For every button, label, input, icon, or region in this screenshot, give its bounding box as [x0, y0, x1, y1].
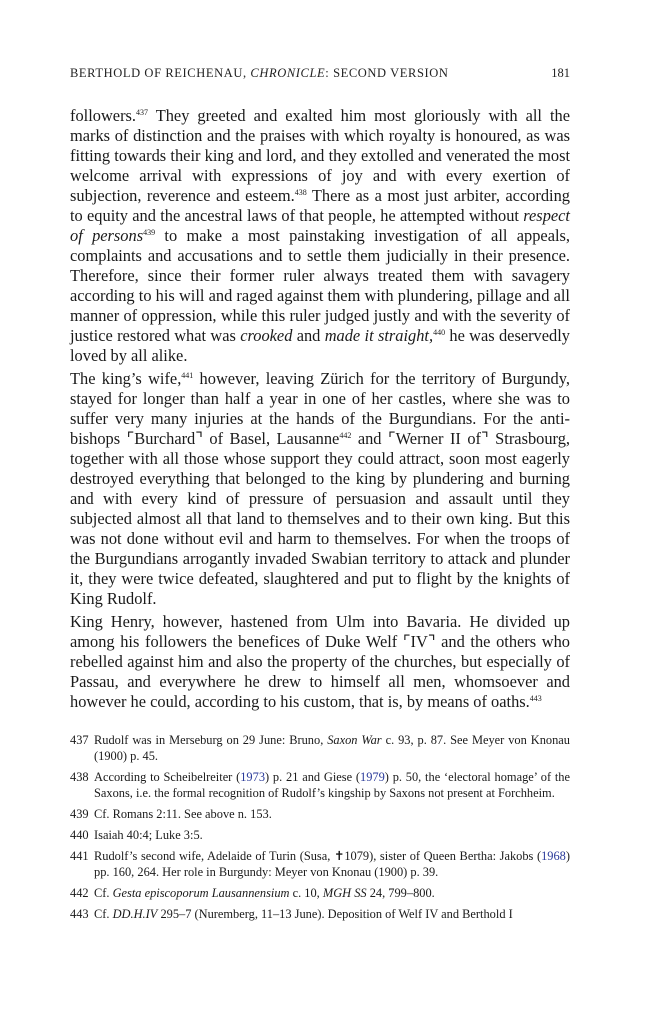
footnote-number: 442 — [70, 886, 89, 900]
footnote-number: 440 — [70, 828, 89, 842]
text-run: c. 93, p. 87. See Meyer von Knonau (1900) p. 45. — [94, 733, 570, 763]
text-run: ) pp. 160, 264. Her role in Burgundy: Meyer von Knonau (1900) p. 39. — [94, 849, 570, 879]
text-run: c. 10, — [289, 886, 323, 900]
footnote — [70, 906, 570, 922]
body-paragraph — [70, 369, 570, 609]
italic-text: crooked — [240, 326, 293, 345]
text-run: and ⌜Werner II of⌝ Strasbourg, together with all those whose support they could attract, soon most eagerly destroyed everything that belonged to the king by plundering and burning and with every kind of pressure of persuasion and assault until they subjected almost all that land to themselves and to their own king. But this was not done without evil and harm to themselves. For when the troops of the Burgundians arrogantly invaded Swabian territory to attack and plunder it, they were twice defeated, slaughtered and put to flight by the knights of King Rudolf. — [70, 429, 570, 608]
footnote-marker: 439 — [143, 228, 156, 237]
italic-text: made it straight, — [324, 326, 434, 345]
text-run: Rudolf was in Merseburg on 29 June: Bruno, — [94, 733, 328, 747]
italic-text: DD.H.IV — [112, 907, 158, 921]
footnote-marker: 440 — [433, 328, 446, 337]
text-run: he was deservedly loved by all alike. — [70, 326, 570, 365]
footnotes — [70, 732, 570, 927]
footnote-number: 437 — [70, 733, 89, 747]
text-run: 24, 799–800. — [366, 886, 435, 900]
text-run: 295–7 (Nuremberg, 11–13 June). Deposition of Welf IV and Berthold I — [157, 907, 513, 921]
footnote-marker: 441 — [181, 371, 194, 380]
text-run: and — [292, 326, 325, 345]
footnote-number: 438 — [70, 770, 89, 784]
text-run: however, leaving Zürich for the territory of Burgundy, stayed for longer than half a year in one of her castles, where she was to suffer very many injuries at the hands of the Burgundians. For the anti-bishops ⌜Burchard⌝ of Basel, Lausanne — [70, 369, 570, 448]
italic-text: MGH SS — [322, 886, 367, 900]
text-run: Cf. — [94, 907, 113, 921]
body-paragraph — [70, 612, 570, 712]
text-run: Cf. Romans 2:11. See above n. 153. — [94, 807, 272, 821]
text-run: According to Scheibelreiter ( — [94, 770, 241, 784]
footnote — [70, 732, 570, 764]
text-run: Rudolf’s second wife, Adelaide of Turin (Susa, ✝1079), sister of Queen Bertha: Jakobs ( — [94, 849, 542, 863]
footnote-marker: 443 — [529, 694, 542, 703]
text-run: There as a most just arbiter, according to equity and the ancestral laws of that people, he attempted without — [70, 186, 571, 225]
footnote-number: 439 — [70, 807, 89, 821]
footnote — [70, 827, 570, 843]
italic-text: Saxon War — [327, 733, 382, 747]
body-paragraph — [70, 106, 570, 366]
italic-text: respect of persons — [70, 206, 570, 245]
text-run: ) p. 50, the ‘electoral homage’ of the Saxons, i.e. the formal recognition of Rudolf’s kingship by Saxons not present at Forchheim. — [94, 770, 571, 800]
citation-link[interactable]: 1973 — [240, 770, 266, 784]
text-run: King Henry, however, hastened from Ulm into Bavaria. He divided up among his followers the benefices of Duke Welf ⌜IV⌝ and the others who rebelled against him and also the property of the churches, but especially of Passau, and everywhere he drew to himself all men, whomsoever and however he could, according to his custom, that is, by means of oaths. — [70, 612, 570, 711]
text-run: The king’s wife, — [70, 369, 182, 388]
citation-link[interactable]: 1979 — [360, 770, 385, 784]
text-run: They greeted and exalted him most gloriously with all the marks of distinction and the praises with which royalty is honoured, as was fitting towards their king and lord, and they extolled and venerated the most welcome arrival with expressions of joy and with every exertion of subjection, reverence and esteem. — [70, 106, 570, 205]
footnote-marker: 442 — [339, 431, 352, 440]
footnote-marker: 437 — [136, 108, 149, 117]
text-run: to make a most painstaking investigation of all appeals, complaints and accusations and to settle them judicially in their presence. Therefore, since their former ruler always treated them with savagery according to his will and raged against them with plundering, pillage and all manner of oppression, while this ruler judged justly and with the severity of justice restored what was — [70, 226, 571, 345]
footnote-marker: 438 — [294, 188, 307, 197]
body-text — [70, 106, 570, 715]
footnote — [70, 769, 570, 801]
text-run: ) p. 21 and Giese ( — [265, 770, 360, 784]
footnote — [70, 848, 570, 880]
text-run: Isaiah 40:4; Luke 3:5. — [94, 828, 203, 842]
italic-text: Gesta episcoporum Lausannensium — [112, 886, 290, 900]
page-number: 181 — [551, 66, 570, 80]
footnote — [70, 806, 570, 822]
footnote-number: 443 — [70, 907, 89, 921]
running-head — [70, 66, 570, 81]
text-run: followers. — [70, 106, 137, 125]
footnote-number: 441 — [70, 849, 89, 863]
footnote — [70, 885, 570, 901]
running-head-title: BERTHOLD OF REICHENAU, CHRONICLE: SECOND VERSION — [70, 66, 449, 80]
citation-link[interactable]: 1968 — [541, 849, 566, 863]
text-run: Cf. — [94, 886, 113, 900]
